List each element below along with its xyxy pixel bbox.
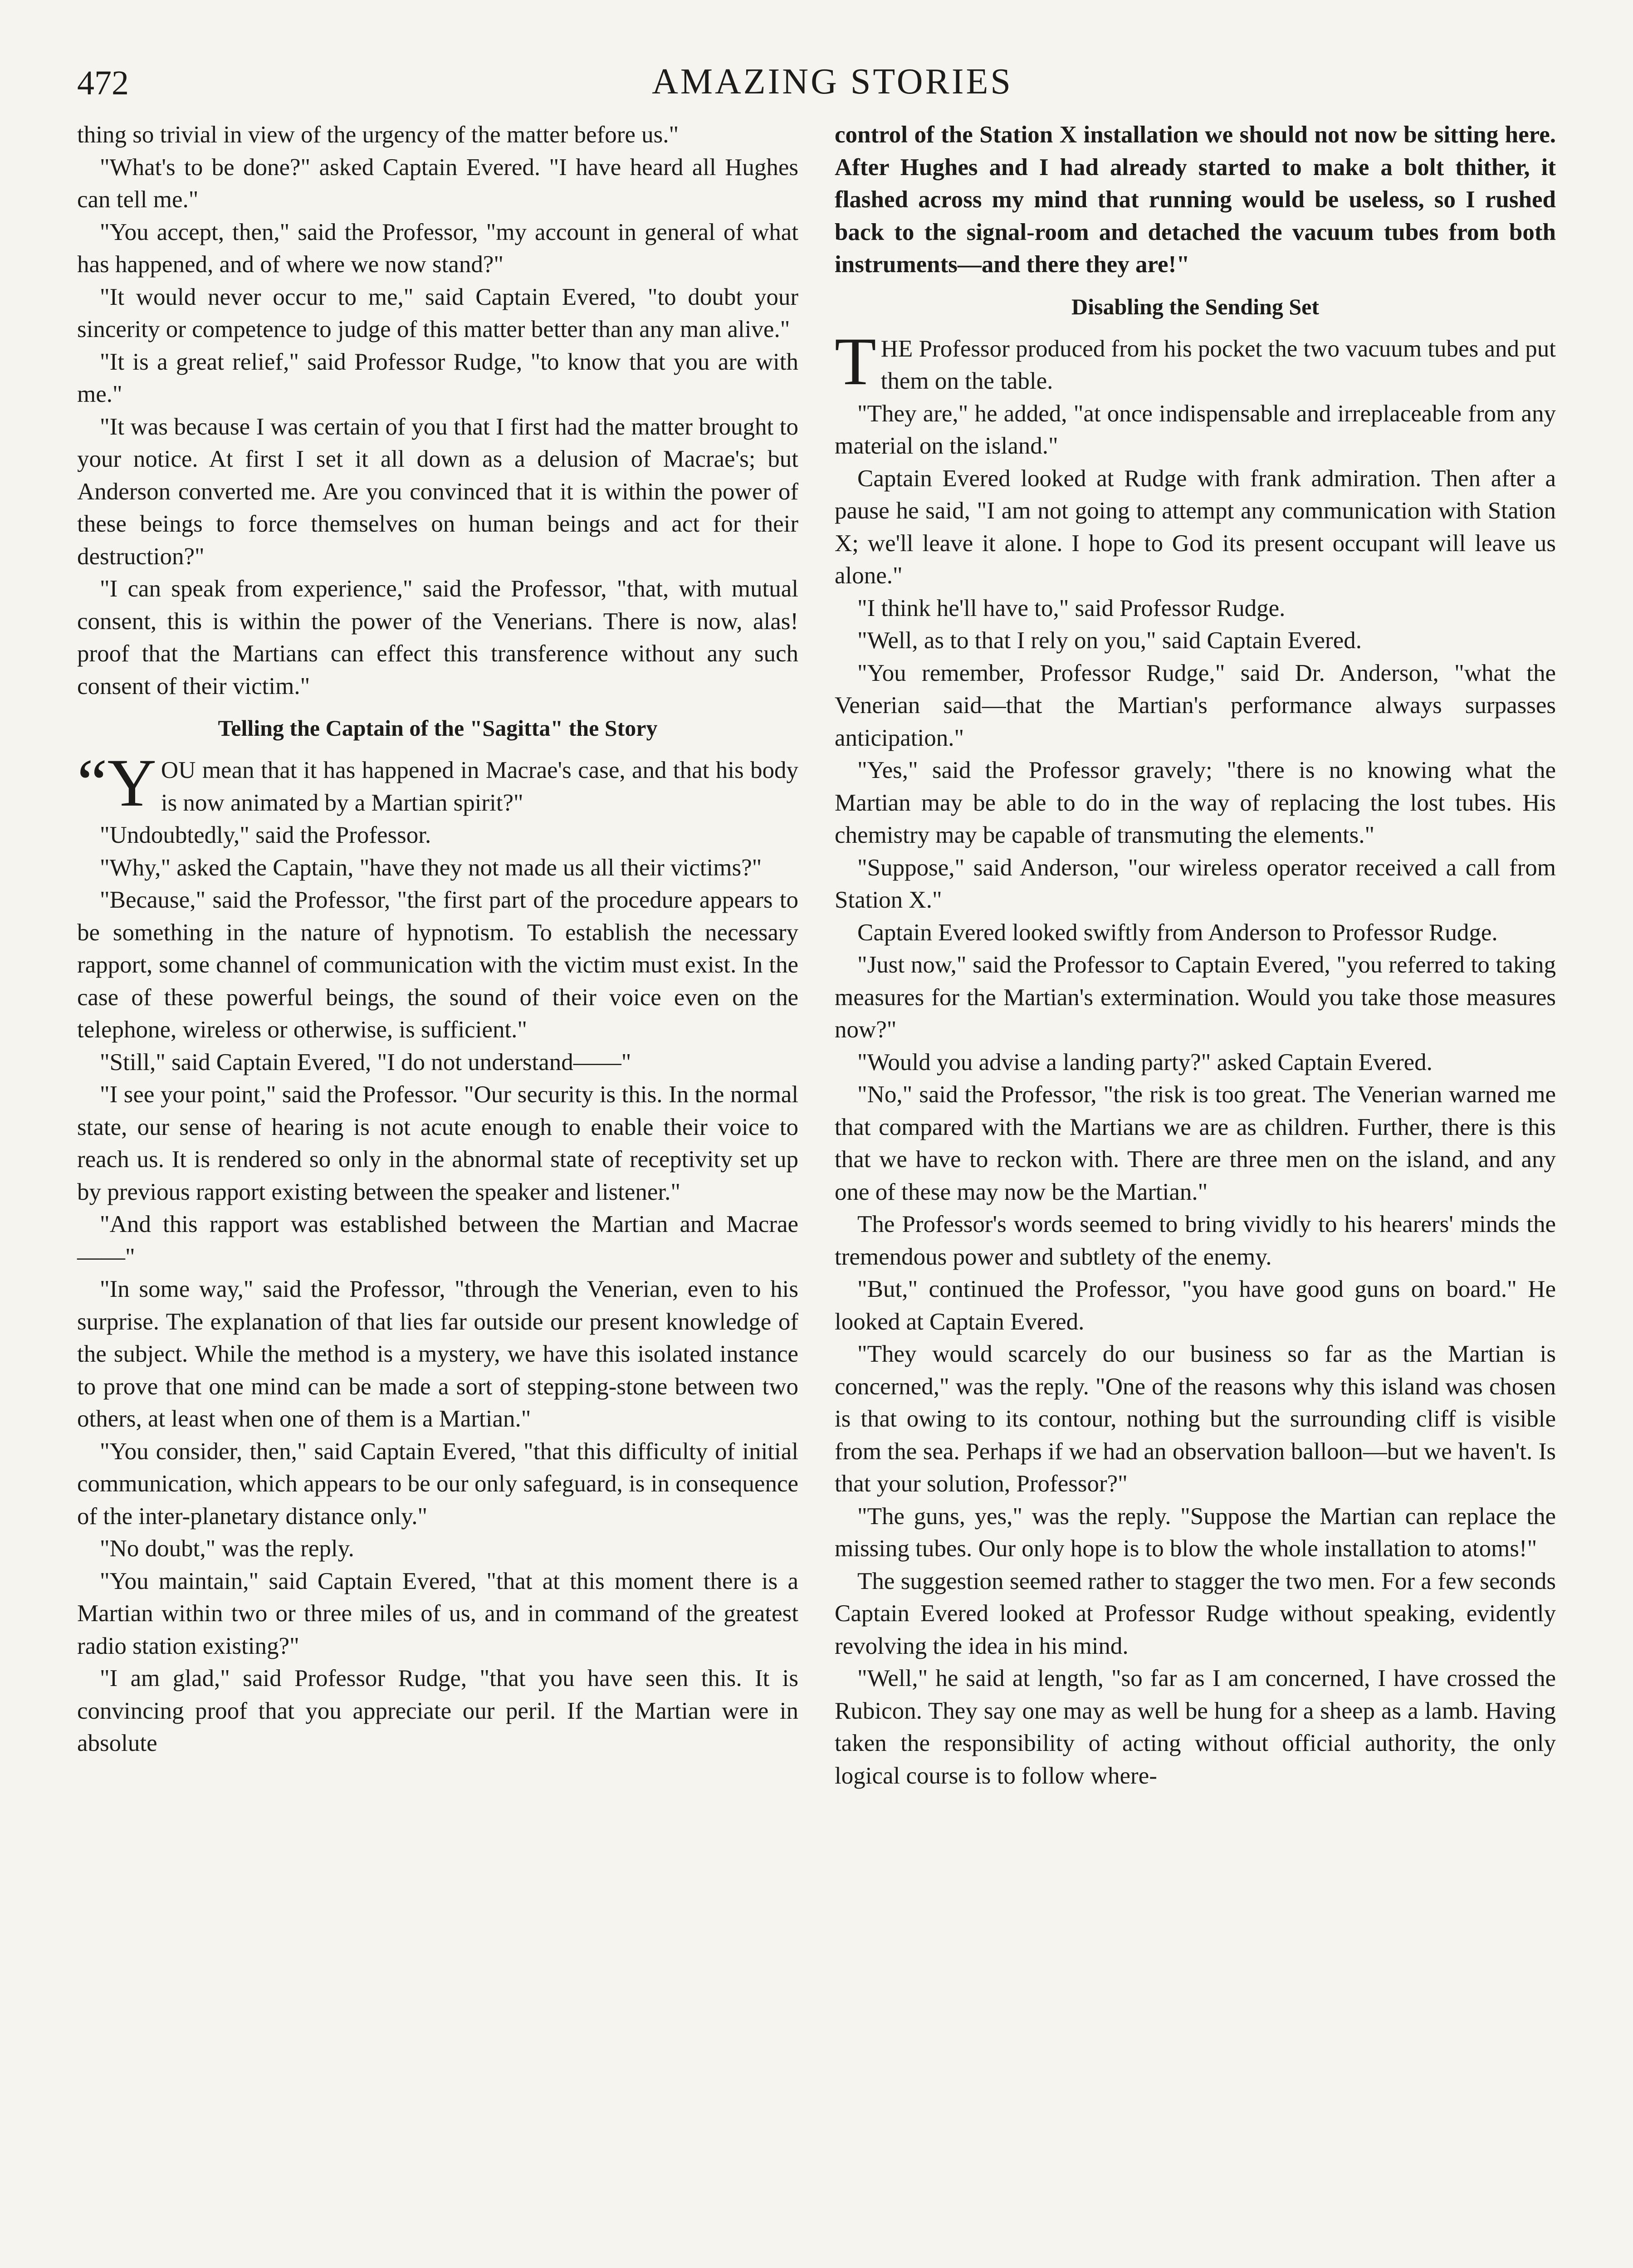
paragraph: "I think he'll have to," said Professor Rudge.	[857, 595, 1286, 621]
paragraph: "You accept, then," said the Professor, "my account in general of what has happened, and of where we now stand?"	[77, 219, 798, 278]
left-column	[77, 119, 798, 1760]
paragraph: "And this rapport was established between the Martian and Macrae——"	[77, 1211, 798, 1270]
paragraph: "It is a great relief," said Professor Rudge, "to know that you are with me."	[77, 348, 798, 407]
section-subhead: Telling the Captain of the "Sagitta" the Story	[218, 715, 658, 741]
paragraph: "You remember, Professor Rudge," said Dr. Anderson, "what the Venerian said—that the Martian's performance always surpasses anticipation."	[835, 660, 1556, 751]
paragraph: "I am glad," said Professor Rudge, "that you have seen this. It is convincing proof that you appreciate our peril. If the Martian were in absolute	[77, 1665, 798, 1756]
paragraph: The suggestion seemed rather to stagger the two men. For a few seconds Captain Evered looked at Professor Rudge without speaking, evidently revolving the idea in his mind.	[835, 1568, 1556, 1659]
drop-cap-quote: “	[77, 745, 108, 821]
paragraph: thing so trivial in view of the urgency of the matter before us."	[77, 122, 679, 148]
paragraph: "Well," he said at length, "so far as I am concerned, I have crossed the Rubicon. They say one may as well be hung for a sheep as a lamb. Having taken the responsibility of acting without official authority, the only logical course is to follow where-	[835, 1665, 1556, 1789]
dropcap-paragraph	[77, 745, 798, 821]
paragraph: "Because," said the Professor, "the first part of the procedure appears to be something in the nature of hypnotism. To establish the necessary rapport, some channel of communication with the victim must exist. In the case of these powerful beings, the sound of their voice even on the telephone, wireless or otherwise, is sufficient."	[77, 887, 798, 1043]
paragraph: "You consider, then," said Captain Evered, "that this difficulty of initial communication, which appears to be our only safeguard, is in consequence of the inter-planetary distance only."	[77, 1438, 798, 1530]
drop-cap-letter: Y	[107, 745, 156, 821]
paragraph: "I see your point," said the Professor. "Our security is this. In the normal state, our sense of hearing is not acute enough to enable their voice to reach us. It is rendered so only in the abnormal state of receptivity set up by previous rapport existing between the speaker and listener."	[77, 1081, 798, 1205]
paragraph: "The guns, yes," was the reply. "Suppose the Martian can replace the missing tubes. Our only hope is to blow the whole installation to atoms!"	[835, 1503, 1556, 1562]
paragraph: "Still," said Captain Evered, "I do not understand——"	[100, 1049, 631, 1075]
paragraph: The Professor's words seemed to bring vividly to his hearers' minds the tremendous power and subtlety of the enemy.	[835, 1211, 1556, 1270]
paragraph: "They would scarcely do our business so far as the Martian is concerned," was the reply. "One of the reasons why this island was chosen is that owing to its contour, nothing but the surrounding cliff is visible from the sea. Perhaps if we had an observation balloon—but we haven't. Is that your solution, Professor?"	[835, 1341, 1556, 1497]
dropcap-paragraph-text: HE Professor produced from his pocket the two vacuum tubes and put them on the table.	[880, 335, 1556, 394]
drop-cap: T	[835, 323, 876, 399]
page-number: 472	[77, 64, 129, 102]
dropcap-paragraph	[835, 323, 1556, 399]
paragraph: Captain Evered looked swiftly from Anderson to Professor Rudge.	[857, 919, 1498, 946]
dropcap-paragraph-text: OU mean that it has happened in Macrae's case, and that his body is now animated by a Martian spirit?"	[161, 757, 798, 816]
paragraph: "Yes," said the Professor gravely; "there is no knowing what the Martian may be able to do in the way of replacing the lost tubes. His chemistry may be capable of transmuting the elements."	[835, 757, 1556, 848]
paragraph: control of the Station X installation we should not now be sitting here. After Hughes and I had already started to make a bolt thither, it flashed across my mind that running would be useless, so I rushed back to the signal-room and detached the vacuum tubes from both instruments—and there they are!"	[835, 122, 1556, 278]
paragraph: "Just now," said the Professor to Captain Evered, "you referred to taking measures for the Martian's extermination. Would you take those measures now?"	[835, 952, 1556, 1043]
paragraph: "No doubt," was the reply.	[100, 1535, 354, 1562]
paragraph: "Suppose," said Anderson, "our wireless operator received a call from Station X."	[835, 854, 1556, 913]
paragraph: "They are," he added, "at once indispensable and irreplaceable from any material on the island."	[835, 400, 1556, 459]
paragraph: "Well, as to that I rely on you," said Captain Evered.	[857, 627, 1362, 654]
page-header	[77, 54, 1588, 112]
paragraph: "It was because I was certain of you that I first had the matter brought to your notice. At first I set it all down as a delusion of Macrae's; but Anderson converted me. Are you convinced that it is within the power of these beings to force themselves on human beings and act for their destruction?"	[77, 413, 798, 570]
paragraph: "I can speak from experience," said the Professor, "that, with mutual consent, this is within the power of the Venerians. There is now, alas! proof that the Martians can effect this transference without any such consent of their victim."	[77, 576, 798, 699]
magazine-title: AMAZING STORIES	[652, 62, 1013, 102]
paragraph: "It would never occur to me," said Captain Evered, "to doubt your sincerity or competence to judge of this matter better than any man alive."	[77, 284, 798, 342]
right-column	[835, 119, 1556, 1792]
drop-cap	[77, 745, 156, 821]
paragraph: "Undoubtedly," said the Professor.	[100, 822, 431, 848]
paragraph: "In some way," said the Professor, "through the Venerian, even to his surprise. The explanation of that lies far outside our present knowledge of the subject. While the method is a mystery, we have this isolated instance to prove that one mind can be made a sort of stepping-stone between two others, at least when one of them is a Martian."	[77, 1276, 798, 1432]
paragraph: "Why," asked the Captain, "have they not made us all their victims?"	[100, 854, 762, 881]
section-subhead: Disabling the Sending Set	[1071, 293, 1319, 319]
paragraph: "You maintain," said Captain Evered, "that at this moment there is a Martian within two or three miles of us, and in command of the greatest radio station existing?"	[77, 1568, 798, 1659]
paragraph: "But," continued the Professor, "you have good guns on board." He looked at Captain Evered.	[835, 1276, 1556, 1335]
paragraph: "Would you advise a landing party?" asked Captain Evered.	[857, 1049, 1433, 1075]
paragraph: "What's to be done?" asked Captain Evered. "I have heard all Hughes can tell me."	[77, 154, 798, 213]
paragraph: Captain Evered looked at Rudge with frank admiration. Then after a pause he said, "I am not going to attempt any communication with Station X; we'll leave it alone. I hope to God its present occupant will leave us alone."	[835, 465, 1556, 589]
paragraph: "No," said the Professor, "the risk is too great. The Venerian warned me that compared with the Martians we are as children. Further, there is this that we have to reckon with. There are three men on the island, and any one of these may now be the Martian."	[835, 1081, 1556, 1205]
